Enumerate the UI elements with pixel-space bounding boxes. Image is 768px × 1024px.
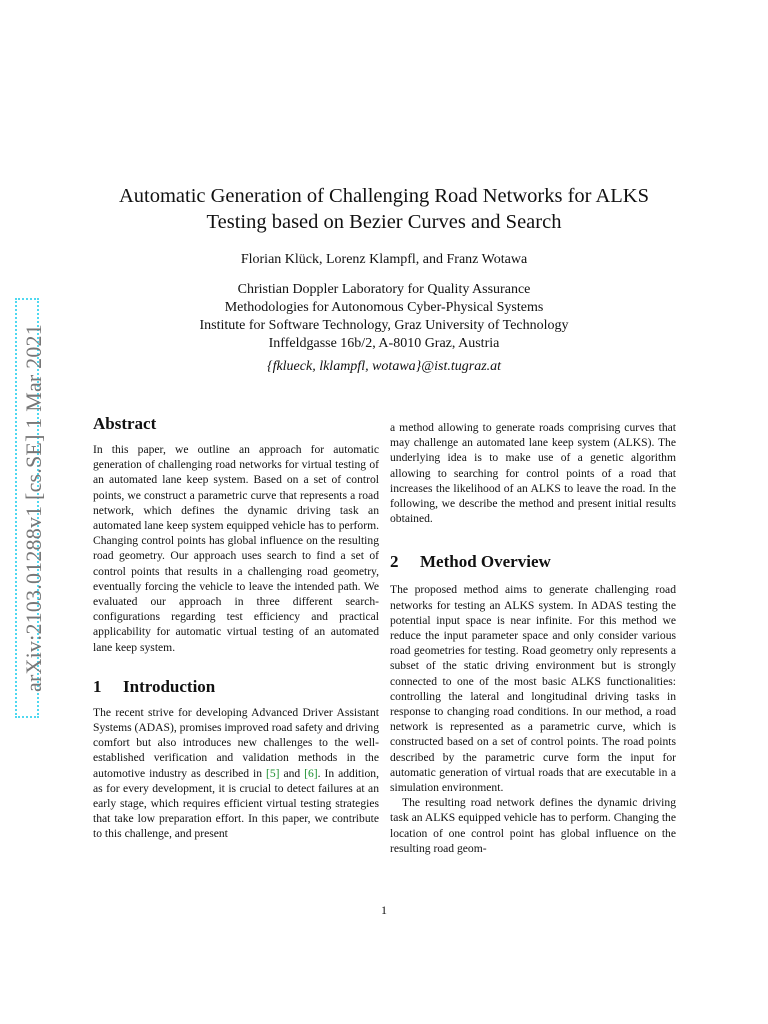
author-emails: {fklueck, lklampfl, wotawa}@ist.tugraz.at xyxy=(266,359,502,374)
section-number: 1 xyxy=(93,676,102,696)
title-line-2: Testing based on Bezier Curves and Search xyxy=(206,211,562,233)
section-number: 2 xyxy=(390,552,399,572)
introduction-heading xyxy=(93,677,379,697)
title-line-1: Automatic Generation of Challenging Road Networks for ALKS xyxy=(118,185,650,207)
citation-link[interactable]: [5] xyxy=(265,766,280,780)
affiliation-line: Methodologies for Autonomous Cyber-Physical Systems xyxy=(224,300,544,315)
abstract-text: In this paper, we outline an approach for automatic generation of challenging road networks for virtual testing of an automated lane keep system. Based on a set of control points, we construct a parametric curve that represents a road network, which defines the dynamic driving task an automated lane keep system equipped vehicle has to perform. Changing control points has global influence on the resulting road geometry. Our approach uses search to find a set of control points that results in a challenging road geometry, eventually forcing the vehicle to leave the intended path. We evaluated our approach in three different search-configurations regarding test efficiency and practical applicability for automatic virtual testing of an automated lane keep system. xyxy=(93,443,379,654)
authors: Florian Klück, Lorenz Klampfl, and Franz Wotawa xyxy=(240,252,528,267)
page-number: 1 xyxy=(381,903,387,917)
section-title: Introduction xyxy=(123,676,216,696)
affiliation xyxy=(80,281,688,353)
left-column xyxy=(93,414,379,842)
introduction-text xyxy=(93,705,379,842)
method-paragraph-2: The resulting road network defines the dynamic driving task an ALKS equipped vehicle has to perform. Changing the location of one control point has global influence on the resulting road geom- xyxy=(390,796,676,855)
affiliation-line: Christian Doppler Laboratory for Quality Assurance xyxy=(237,282,531,297)
introduction-continued: a method allowing to generate roads comprising curves that may challenge an automated lane keep system (ALKS). The underlying idea is to make use of a genetic algorithm allowing to searching for control points of a road that increases the likelihood of an ALKS to leave the road. In the following, we describe the method and present initial results obtained. xyxy=(390,421,676,526)
section-title: Method Overview xyxy=(420,552,551,572)
intro-text-part: and xyxy=(279,766,305,780)
right-column xyxy=(390,420,676,856)
intro-text-part: The recent strive for developing Advanced Driver Assistant Systems (ADAS), promises improved road safety and driving comfort but also introduces new challenges to the well-established verification and validation methods in the automotive industry as described in xyxy=(93,705,379,780)
method-paragraph-1: The proposed method aims to generate challenging road networks for testing an ALKS system. In ADAS testing the potential input space is near infinite. For this method we reduce the input parameter space and only consider various road geometries for testing. Road geometry only represents a subset of the static driving environment but is strongly connected to one of the most basic ALKS functionalities: controlling the lateral and longitudinal driving tasks in response to changing road conditions. In our method, a road network is represented as a parametric curve, which is constructed based on a set of control points. The road points described by the parametric curve form the input for automatic generation of virtual roads that are executable in a simulation environment. xyxy=(390,583,676,795)
intro-text-part: . In addition, as for every development, it is crucial to detect failures at an early stage, which requires efficient virtual testing strategies that take low preparation effort. In this paper, we contribute to this challenge, and present xyxy=(93,766,379,841)
arxiv-identifier: arXiv:2103.01288v1 [cs.SE] 1 Mar 2021 xyxy=(21,324,46,692)
paper-title xyxy=(80,183,688,235)
method-overview-heading xyxy=(390,552,676,572)
citation-link[interactable]: [6] xyxy=(304,766,318,780)
abstract-heading: Abstract xyxy=(93,414,157,433)
affiliation-line: Inffeldgasse 16b/2, A-8010 Graz, Austria xyxy=(268,336,500,351)
affiliation-line: Institute for Software Technology, Graz University of Technology xyxy=(199,318,569,333)
